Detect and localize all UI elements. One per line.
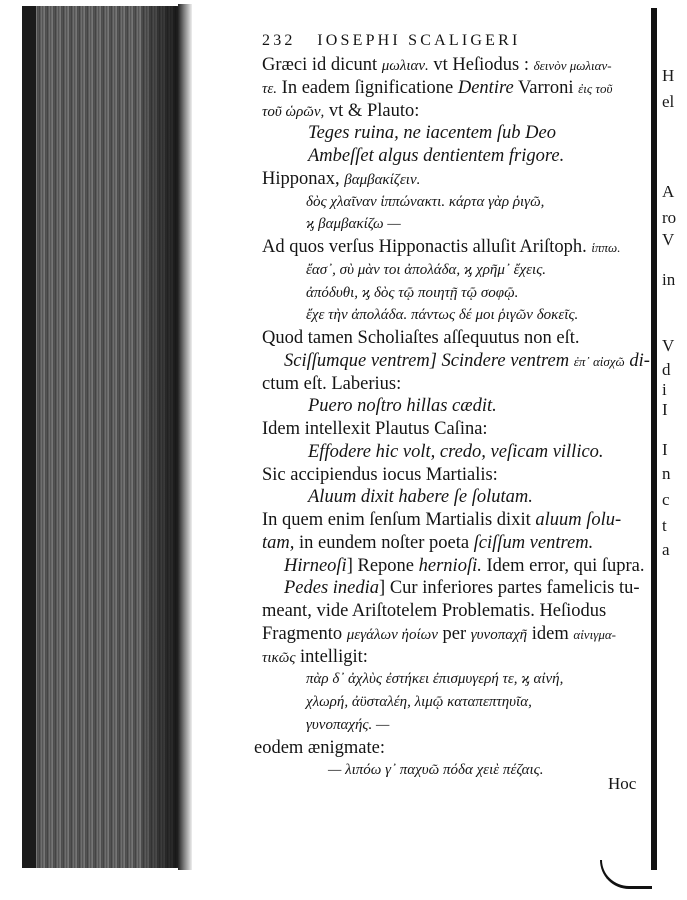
facing-page-fragment: el	[662, 92, 675, 111]
text-segment: di-	[624, 350, 650, 371]
text-segment: γυνοπαχής. —	[306, 716, 390, 733]
page-curl	[600, 860, 652, 889]
facing-page-edge	[651, 8, 687, 870]
text-line	[308, 145, 564, 167]
text-segment: μεγάλων ἠοίων	[346, 626, 438, 643]
text-line	[328, 759, 543, 781]
text-segment: Dentire	[457, 77, 514, 98]
binding-shadow	[22, 6, 36, 868]
text-line	[262, 373, 401, 395]
text-segment: Varroni	[513, 77, 579, 98]
running-head	[262, 30, 521, 52]
text-segment: δεινὸν μωλιαν-	[533, 58, 612, 73]
text-segment: Pedes inedia	[284, 578, 380, 599]
text-line	[306, 282, 518, 304]
text-line	[262, 646, 368, 669]
text-line	[284, 350, 650, 373]
text-segment: Fragmento	[262, 623, 347, 644]
text-segment: τικῶς	[262, 649, 296, 666]
text-line	[262, 54, 612, 77]
text-segment: ] Cur inferiores partes famelicis tu-	[379, 578, 640, 599]
text-segment: in eundem noſter poeta	[294, 532, 474, 553]
text-line	[308, 441, 604, 463]
text-segment: per	[437, 623, 471, 644]
text-line	[306, 304, 578, 326]
text-segment: Sic accipiendus iocus Martialis:	[262, 464, 498, 485]
text-line	[308, 122, 556, 144]
text-segment: ἐπ᾽ αἰσχῶ	[573, 353, 625, 369]
text-segment: Græci id dicunt	[262, 55, 382, 75]
text-line	[306, 213, 401, 235]
text-segment: In quem enim ſenſum Martialis dixit	[262, 510, 536, 530]
page-number: 232	[262, 32, 296, 49]
running-title: IOSEPHI SCALIGERI	[317, 32, 521, 49]
text-line	[262, 623, 616, 646]
text-segment: Puero noſtro hillas cædit.	[308, 396, 497, 417]
text-line	[254, 737, 385, 759]
text-segment: vt & Plauto:	[324, 100, 420, 121]
text-segment: ἀπόδυθι, ϗ δὸς τῷ ποιητῇ τῷ σοφῷ.	[306, 284, 519, 301]
text-segment: αἰνιγμα-	[573, 626, 616, 642]
text-segment: τοῦ ὡρῶν,	[262, 103, 325, 120]
text-segment: βαμβακίζειν.	[344, 171, 421, 188]
text-segment: Ad quos verſus Hipponactis alluſit Ariſtoph.	[262, 237, 592, 257]
text-segment: Quod tamen Scholiaſtes aſſequutus non eſt.	[262, 328, 580, 348]
text-segment: vt Heſiodus :	[428, 55, 534, 75]
facing-page-fragment: I	[662, 440, 668, 459]
text-segment: — λιπόω γ᾽ παχυῶ πόδα χειὲ πέζαις.	[328, 762, 544, 779]
text-line	[306, 259, 546, 281]
page-edge-shadow	[178, 4, 192, 870]
text-line	[262, 100, 419, 123]
text-segment: ctum eſt. Laberius:	[262, 373, 402, 394]
text-segment: ἱππω.	[591, 240, 621, 255]
facing-page-fragment: d	[662, 360, 671, 379]
facing-page-fragment: i	[662, 380, 667, 399]
text-segment: In eadem ſignificatione	[277, 77, 458, 98]
text-segment: γυνοπαχῆ	[470, 626, 528, 643]
text-line	[262, 77, 612, 100]
text-line	[262, 532, 593, 554]
text-segment: meant, vide Ariſtotelem Problematis. Heſiodus	[262, 601, 607, 621]
text-segment: idem	[527, 623, 574, 644]
text-line	[262, 418, 488, 440]
text-segment: intelligit:	[295, 646, 368, 667]
text-segment: Teges ruina, ne iacentem ſub Deo	[308, 123, 556, 144]
text-segment: ] Repone	[346, 555, 419, 576]
text-segment: πὰρ δ᾽ ἀχλὺς ἐστήκει ἐπισμυγερή τε, ϗ αἰνή,	[306, 671, 564, 688]
text-line	[284, 577, 640, 599]
text-segment: hernioſi.	[418, 555, 482, 576]
text-segment: Effodere hic volt, credo, veſicam villico.	[308, 441, 604, 462]
text-line	[262, 600, 606, 622]
text-line	[306, 668, 563, 690]
facing-page-fragment: c	[662, 490, 670, 509]
text-segment: Hirneoſi	[284, 555, 347, 576]
text-line	[306, 691, 532, 713]
facing-page-fragment: t	[662, 516, 667, 535]
text-segment: Hipponax,	[262, 168, 345, 189]
facing-page-fragment: a	[662, 540, 670, 559]
text-segment: χλωρή, ἀϋσταλέη, λιμῷ καταπεπτηυῖα,	[306, 694, 532, 710]
text-line	[262, 236, 620, 259]
text-segment: ἔασ᾽, σὺ μὰν τοι ἀπολάδα, ϗ χρῆμ᾽ ἔχεις.	[306, 261, 547, 278]
text-segment: Idem intellexit Plautus Caſina:	[262, 419, 488, 439]
facing-page-fragment: A	[662, 182, 675, 201]
facing-page-fragment: n	[662, 464, 671, 483]
text-segment: Ambeſſet algus dentientem frigore.	[308, 146, 565, 166]
text-line	[262, 168, 420, 191]
text-segment: Idem error, qui ſupra.	[481, 555, 645, 576]
catchword: Hoc	[608, 774, 637, 793]
text-line	[308, 486, 533, 508]
text-line	[306, 714, 389, 736]
text-line	[262, 327, 580, 349]
text-segment: μωλιαν.	[381, 58, 429, 74]
text-segment: ἔχε τὴν ἀπολάδα. πάντως δέ μοι ῥιγῶν δοκεῖς.	[306, 307, 579, 324]
text-line	[262, 509, 621, 531]
text-segment: ϗ βαμβακίζω —	[306, 216, 401, 233]
text-segment: eodem ænigmate:	[254, 737, 386, 758]
text-segment: aluum ſolu-	[535, 510, 622, 530]
facing-page-fragment: V	[662, 230, 675, 249]
text-segment: τε.	[262, 80, 278, 97]
facing-page-fragment: ro	[662, 208, 677, 227]
book-fore-edge	[22, 6, 180, 868]
text-line	[308, 395, 497, 417]
text-segment: δὸς χλαῖναν ἱππώνακτι. κάρτα γὰρ ῥιγῶ,	[306, 193, 545, 210]
text-line	[306, 191, 544, 213]
text-segment: ſciſſum ventrem.	[473, 532, 594, 553]
gutter-shadow	[142, 6, 180, 868]
facing-page-fragment: I	[662, 400, 668, 419]
text-line	[284, 555, 644, 577]
text-segment: tam,	[262, 532, 295, 553]
text-segment: ἐις τοῦ	[578, 80, 613, 96]
facing-page-fragment: V	[662, 336, 675, 355]
facing-page-fragment: H	[662, 66, 675, 85]
text-line	[262, 464, 498, 486]
text-segment: Sciſſumque ventrem] Scindere ventrem	[284, 350, 574, 371]
facing-page-fragment: in	[662, 270, 676, 289]
text-segment: Aluum dixit habere ſe ſolutam.	[308, 487, 533, 508]
